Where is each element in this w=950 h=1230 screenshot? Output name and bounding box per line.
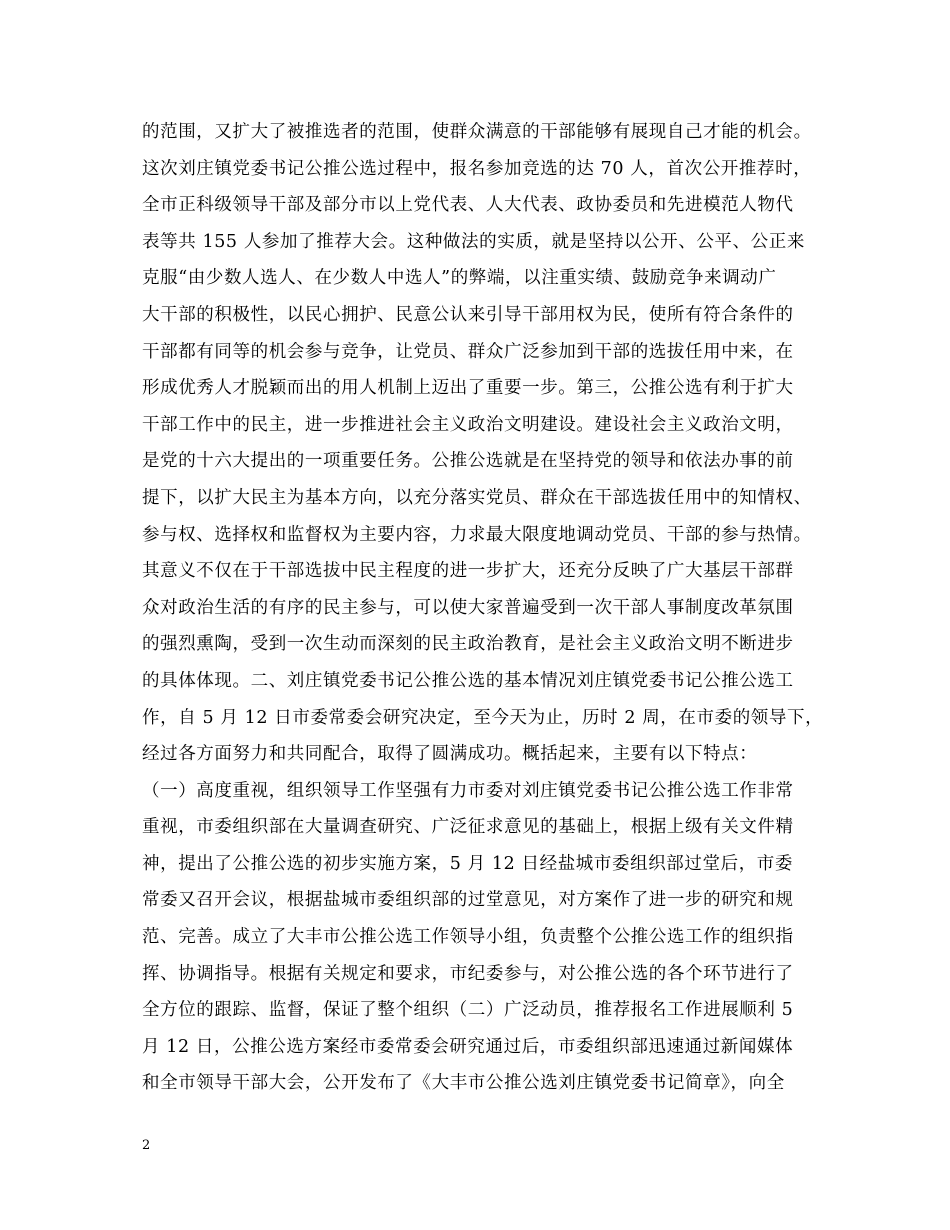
text-line: 干部工作中的民主，进一步推进社会主义政治文明建设。建设社会主义政治文明， xyxy=(142,414,794,435)
text-line: 众对政治生活的有序的民主参与，可以使大家普遍受到一次干部人事制度改革氛围 xyxy=(142,597,794,618)
text-line: 克服“由少数人选人、在少数人中选人”的弊端，以注重实绩、鼓励竞争来调动广 xyxy=(142,268,777,289)
text-line: 作，自 5 月 12 日市委常委会研究决定，至今天为止，历时 2 周，在市委的领导下， xyxy=(142,707,824,728)
text-line: 提下，以扩大民主为基本方向，以充分落实党员、群众在干部选拔任用中的知情权、 xyxy=(142,487,812,508)
body-text xyxy=(142,114,822,1102)
text-line: 常委又召开会议，根据盐城市委组织部的过堂意见，对方案作了进一步的研究和规 xyxy=(142,890,794,911)
text-line: 月 12 日，公推公选方案经市委常委会研究通过后，市委组织部迅速通过新闻媒体 xyxy=(142,1036,794,1057)
text-line: 全市正科级领导干部及部分市以上党代表、人大代表、政协委员和先进模范人物代 xyxy=(142,195,794,216)
text-line: 形成优秀人才脱颖而出的用人机制上迈出了重要一步。第三，公推公选有利于扩大 xyxy=(142,378,794,399)
text-line: 和全市领导干部大会，公开发布了《大丰市公推公选刘庄镇党委书记简章》，向全 xyxy=(142,1073,785,1094)
text-line: 其意义不仅在于干部选拔中民主程度的进一步扩大，还充分反映了广大基层干部群 xyxy=(142,561,794,582)
text-line: 范、完善。成立了大丰市公推公选工作领导小组，负责整个公推公选工作的组织指 xyxy=(142,927,794,948)
text-line: （一）高度重视，组织领导工作坚强有力市委对刘庄镇党委书记公推公选工作非常 xyxy=(142,780,794,801)
text-line: 挥、协调指导。根据有关规定和要求，市纪委参与，对公推公选的各个环节进行了 xyxy=(142,963,794,984)
text-line: 这次刘庄镇党委书记公推公选过程中，报名参加竞选的达 70 人，首次公开推荐时， xyxy=(142,158,812,179)
text-line: 的范围，又扩大了被推选者的范围，使群众满意的干部能够有展现自己才能的机会。 xyxy=(142,122,812,142)
text-line: 干部都有同等的机会参与竞争，让党员、群众广泛参加到干部的选拔任用中来，在 xyxy=(142,341,794,362)
text-line: 表等共 155 人参加了推荐大会。这种做法的实质，就是坚持以公开、公平、公正来 xyxy=(142,231,805,252)
text-line: 经过各方面努力和共同配合，取得了圆满成功。概括起来，主要有以下特点： xyxy=(142,744,758,765)
text-line: 神，提出了公推公选的初步实施方案，5 月 12 日经盐城市委组织部过堂后，市委 xyxy=(142,853,793,874)
text-line: 全方位的跟踪、监督，保证了整个组织（二）广泛动员，推荐报名工作进展顺利 5 xyxy=(142,1000,794,1021)
page-number: 2 xyxy=(142,1138,151,1153)
text-line: 的强烈熏陶，受到一次生动而深刻的民主政治教育，是社会主义政治文明不断进步 xyxy=(142,634,794,655)
text-line: 的具体体现。二、刘庄镇党委书记公推公选的基本情况刘庄镇党委书记公推公选工 xyxy=(142,670,794,691)
text-line: 大干部的积极性，以民心拥护、民意公认来引导干部用权为民，使所有符合条件的 xyxy=(142,304,794,325)
text-line: 参与权、选择权和监督权为主要内容，力求最大限度地调动党员、干部的参与热情。 xyxy=(142,524,812,545)
text-line: 重视，市委组织部在大量调查研究、广泛征求意见的基础上，根据上级有关文件精 xyxy=(142,817,794,838)
text-line: 是党的十六大提出的一项重要任务。公推公选就是在坚持党的领导和依法办事的前 xyxy=(142,451,794,472)
